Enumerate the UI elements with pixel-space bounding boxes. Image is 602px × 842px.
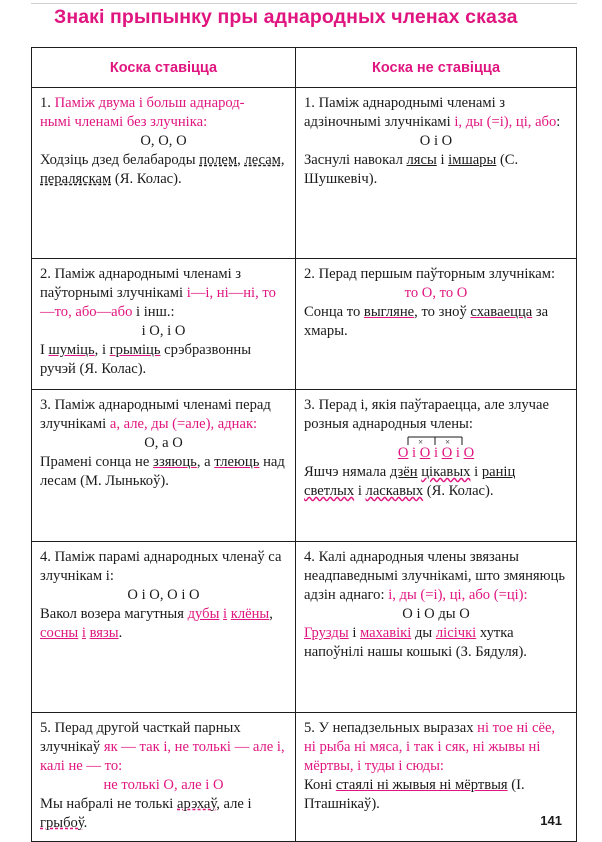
table-row bbox=[32, 713, 577, 842]
rule-example: І шуміць, і грыміць срэбразвонны ручэй (Я. Колас). bbox=[40, 342, 252, 377]
rule-scheme: О і О bbox=[419, 133, 453, 149]
rule-text: 5. У непадзельных выразах ні тое ні сёе, ні рыба ні мяса, і так і сяк, ні жывы ні мёртвы, і туды і сюды: bbox=[304, 720, 556, 774]
rule-cell-comma bbox=[32, 542, 296, 713]
punctuation-rules-table bbox=[31, 47, 577, 842]
rule-scheme: О і О ды О bbox=[402, 606, 470, 622]
rule-scheme: то О, то О bbox=[404, 285, 468, 301]
rule-cell-no-comma bbox=[296, 390, 577, 542]
rule-scheme: не толькі О, але і О bbox=[103, 777, 224, 793]
header-comma-not-used: Коска не ставіцца bbox=[296, 48, 577, 88]
rule-text: 2. Паміж аднароднымі членамі з паўторнымі злучнікамі і—і, ні—ні, то—то, або—або і інш.: bbox=[40, 266, 276, 320]
rule-text: 4. Паміж парамі аднародных членаў са злучнікам і: bbox=[40, 549, 282, 584]
rule-cell-comma bbox=[32, 713, 296, 842]
rule-text: 3. Перад і, якія паўтараецца, але злучае розныя аднародныя члены: bbox=[304, 397, 549, 432]
rule-cell-comma bbox=[32, 390, 296, 542]
rule-text: 1. Паміж аднароднымі членамі з адзіночнымі злучнікамі і, ды (=і), ці, або: bbox=[304, 95, 561, 130]
header-comma-used: Коска ставіцца bbox=[32, 48, 296, 88]
rule-text: 1. Паміж двума і больш аднарод- нымі членамі без злучніка: bbox=[40, 95, 245, 130]
page-title: Знакі прыпынку пры аднародных членах сказа bbox=[54, 6, 518, 28]
scheme-diagram: × × О і О і О і О bbox=[398, 444, 474, 463]
rule-cell-comma bbox=[32, 259, 296, 390]
rule-text: 2. Перад першым паўторным злучнікам: bbox=[304, 266, 556, 282]
table-header-row bbox=[32, 48, 577, 88]
rule-cell-no-comma bbox=[296, 88, 577, 259]
rule-example: Сонца то выгляне, то зноў схавaецца за хмары. bbox=[304, 304, 549, 339]
table-row bbox=[32, 390, 577, 542]
rule-example: Яшчэ нямала дзён цікавых і раніц светлых і ласкавых (Я. Колас). bbox=[304, 464, 516, 499]
rule-text: 5. Перад другой часткай парных злучнікаў як — так і, не толькі — але і, калі не — то: bbox=[40, 720, 285, 774]
table-row bbox=[32, 259, 577, 390]
rule-cell-no-comma bbox=[296, 713, 577, 842]
rule-example: Прамені сонца не ззяюць, а тлеюць над лесам (М. Лынькоў). bbox=[40, 454, 285, 489]
rule-example: Грузды і махавікі ды лісічкі хутка напоўнілі нашы кошыкі (З. Бядуля). bbox=[304, 625, 527, 660]
rule-scheme: О, О, О bbox=[140, 133, 187, 149]
rule-text: 4. Калі аднародныя члены звязаны неадпаведнымі злучнікамі, што змяняюць адзін аднаго: і, ды (=і), ці, або (=ці): bbox=[304, 549, 565, 603]
scheme-arrows bbox=[396, 433, 492, 447]
table-row bbox=[32, 88, 577, 259]
page-number: 141 bbox=[540, 813, 562, 828]
rule-scheme: О, а О bbox=[144, 435, 183, 451]
rule-example: Мы набралі не толькі арэхаў, але і грыбоў. bbox=[40, 796, 252, 831]
table-row bbox=[32, 542, 577, 713]
rule-text: 3. Паміж аднароднымі членамі перад злучнікамі а, але, ды (=але), аднак: bbox=[40, 397, 271, 432]
rule-example: Вакол возера магутныя дубы і клёны, сосны і вязы. bbox=[40, 606, 273, 641]
rule-cell-comma bbox=[32, 88, 296, 259]
rule-scheme bbox=[304, 437, 568, 463]
rule-example: Заснулі навокал лясы і імшары (С. Шушкевіч). bbox=[304, 152, 519, 187]
svg-text:×: × bbox=[444, 437, 450, 447]
rule-example: Коні стаялі ні жывыя ні мёртвыя (I. Пташнікаў). bbox=[304, 777, 525, 812]
rule-example: Ходзіць дзед белабароды полем, лесам, пераляскам (Я. Колас). bbox=[40, 152, 285, 187]
rule-cell-no-comma bbox=[296, 542, 577, 713]
svg-text:×: × bbox=[417, 437, 423, 447]
rule-scheme: О і О, О і О bbox=[127, 587, 200, 603]
top-divider bbox=[31, 3, 577, 4]
rule-cell-no-comma bbox=[296, 259, 577, 390]
rule-scheme: і О, і О bbox=[141, 323, 186, 339]
